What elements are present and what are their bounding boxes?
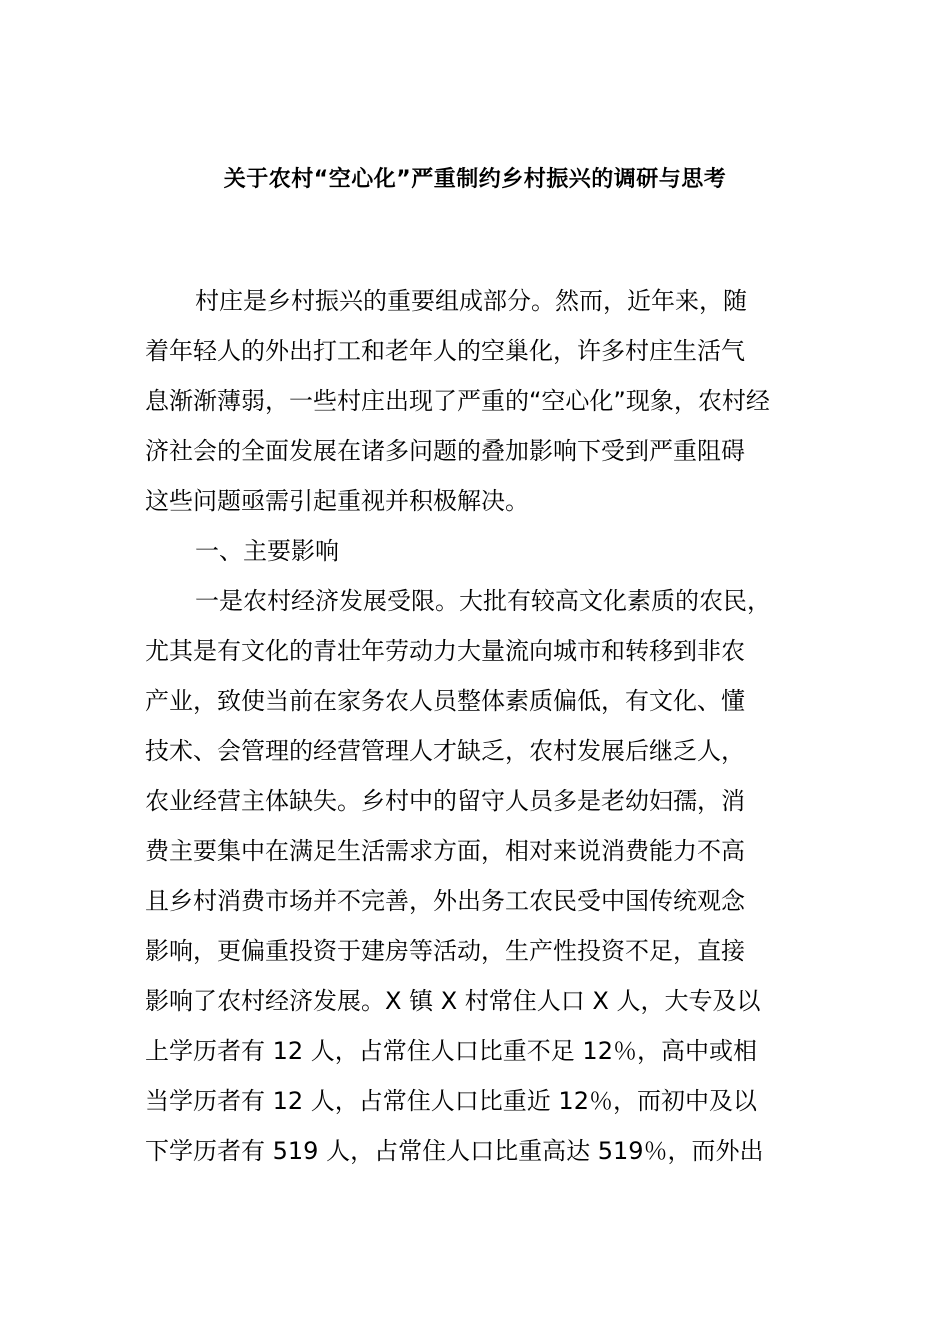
body-line-3: 息渐渐薄弱，一些村庄出现了严重的“空心化”现象，农村经 [145,387,770,415]
body-line-14: 影响，更偏重投资于建房等活动，生产性投资不足，直接 [145,937,745,965]
body-line-17: 当学历者有 12 人，占常住人口比重近 12％，而初中及以 [145,1087,757,1115]
body-line-18: 下学历者有 519 人，占常住人口比重高达 519％，而外出 [145,1137,764,1165]
body-line-10: 技术、会管理的经营管理人才缺乏，农村发展后继乏人， [145,737,745,765]
body-line-13: 且乡村消费市场并不完善，外出务工农民受中国传统观念 [145,887,745,915]
body-line-16: 上学历者有 12 人，占常住人口比重不足 12％，高中或相 [145,1037,757,1065]
body-line-7: 一是农村经济发展受限。大批有较高文化素质的农民， [195,587,771,615]
body-line-15: 影响了农村经济发展。X 镇 X 村常住人口 X 人，大专及以 [145,987,761,1015]
body-line-12: 费主要集中在满足生活需求方面，相对来说消费能力不高 [145,837,745,865]
body-line-8: 尤其是有文化的青壮年劳动力大量流向城市和转移到非农 [145,637,745,665]
body-line-9: 产业，致使当前在家务农人员整体素质偏低，有文化、懂 [145,687,745,715]
body-line-1: 村庄是乡村振兴的重要组成部分。然而，近年来，随 [195,287,747,315]
document-title: 关于农村“空心化”严重制约乡村振兴的调研与思考 [223,167,727,192]
body-line-2: 着年轻人的外出打工和老年人的空巢化，许多村庄生活气 [145,337,745,365]
body-line-5: 这些问题亟需引起重视并积极解决。 [145,487,529,515]
body-line-11: 农业经营主体缺失。乡村中的留守人员多是老幼妇孺，消 [145,787,745,815]
section-heading: 一、主要影响 [195,537,339,565]
body-line-4: 济社会的全面发展在诸多问题的叠加影响下受到严重阻碍 [145,437,745,465]
